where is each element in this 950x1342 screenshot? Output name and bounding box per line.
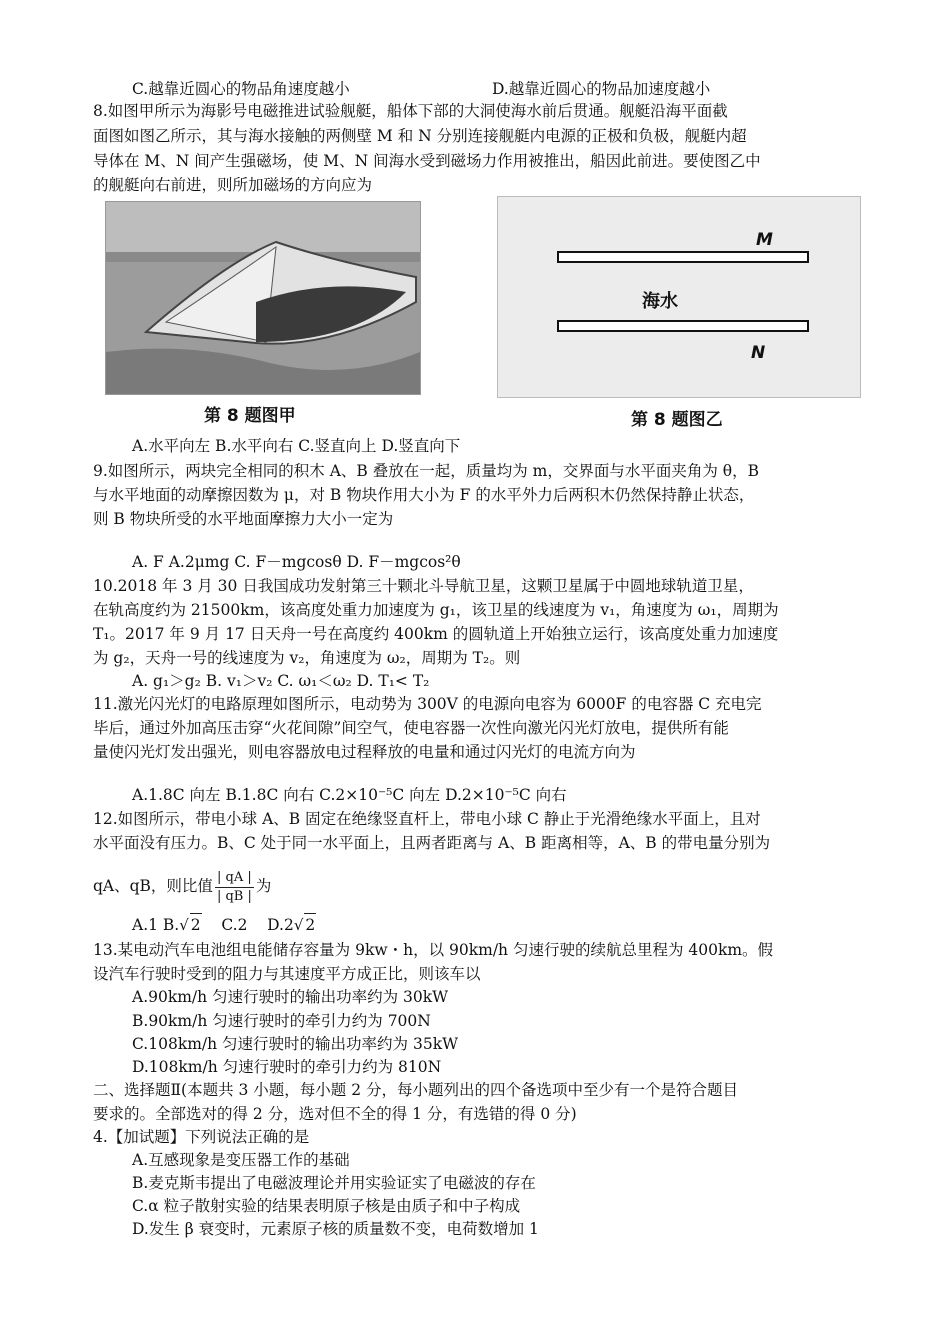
q13-option-b: B.90km/h 匀速行驶时的牵引力约为 700N [132,1012,431,1030]
q9-options: A. F A.2μmg C. F－mgcosθ D. F－mgcos²θ [132,553,461,571]
q11-line-2: 毕后，通过外加高压击穿“火花间隙”间空气，使电容器一次性向激光闪光灯放电，提供所有能 [93,719,729,737]
q12-ratio-denominator: | qB | [216,888,252,904]
q12-options [132,913,316,936]
section2-line-2: 要求的。全部选对的得 2 分，选对但不全的得 1 分，有选错的得 0 分) [93,1105,577,1123]
q10-line-2: 在轨高度约为 21500km，该高度处重力加速度为 g₁，该卫星的线速度为 v₁，角速度为 ω₁，周期为 [93,601,779,619]
q9-line-3: 则 B 物块所受的水平地面摩擦力大小一定为 [93,510,394,528]
q12-line-1: 12.如图所示，带电小球 A、B 固定在绝缘竖直杆上，带电小球 C 静止于光滑绝缘水平面上，且对 [93,810,761,828]
q12-ratio-fraction [215,869,254,906]
ship-photo-drawing [106,202,420,394]
q8-line-2: 面图如图乙所示，其与海水接触的两侧壁 M 和 N 分别连接舰艇内电源的正极和负极，舰艇内超 [93,127,747,145]
q14-option-b: B.麦克斯韦提出了电磁波理论并用实验证实了电磁波的存在 [132,1174,536,1192]
q12-option-d-radicand: 2 [304,913,316,936]
q12-ratio-suffix: 为 [255,877,272,895]
figure-a-caption: 第 8 题图甲 [204,406,296,426]
q9-line-1: 9.如图所示，两块完全相同的积木 A、B 叠放在一起，质量均为 m，交界面与水平面夹角为 θ，B [93,462,760,480]
q13-line-2: 设汽车行驶时受到的阻力与其速度平方成正比，则该车以 [93,965,481,983]
q12-option-b-radicand: 2 [190,913,202,936]
label-n: N [751,343,766,363]
q8-line-4: 的舰艇向右前进，则所加磁场的方向应为 [93,176,373,194]
q10-line-4: 为 g₂，天舟一号的线速度为 v₂，角速度为 ω₂，周期为 T₂。则 [93,649,521,667]
sqrt-icon: √ [179,916,189,934]
cross-section-diagram [497,196,861,398]
q13-option-a: A.90km/h 匀速行驶时的输出功率约为 30kW [132,988,449,1006]
q8-line-1: 8.如图甲所示为海影号电磁推进试验舰艇，船体下部的大洞使海水前后贯通。舰艇沿海平面截 [93,102,728,120]
q12-ratio-prefix: qA、qB，则比值 [93,877,213,895]
q12-ratio-numerator: | qA | [215,869,254,888]
q13-option-d: D.108km/h 匀速行驶时的牵引力约为 810N [132,1058,442,1076]
ship-photo [105,201,421,395]
figure-b-caption: 第 8 题图乙 [631,410,723,430]
cross-section-drawing [498,197,860,397]
q13-option-c: C.108km/h 匀速行驶时的输出功率约为 35kW [132,1035,459,1053]
q12-line-2: 水平面没有压力。B、C 处于同一水平面上，且两者距离与 A、B 距离相等，A、B 的带电量分别为 [93,834,771,852]
q12-ratio-line [93,856,271,916]
q7-option-c: C.越靠近圆心的物品角速度越小 [132,80,350,98]
q10-line-3: T₁。2017 年 9 月 17 日天舟一号在高度约 400km 的圆轨道上开始独立运行，该高度处重力加速度 [93,625,779,643]
label-m: M [756,230,773,250]
q13-line-1: 13.某电动汽车电池组电能储存容量为 9kw・h，以 90km/h 匀速行驶的续航总里程为 400km。假 [93,941,774,959]
q14-option-c: C.α 粒子散射实验的结果表明原子核是由质子和中子构成 [132,1197,521,1215]
q14-stem: 4.【加试题】下列说法正确的是 [93,1128,310,1146]
q11-options: A.1.8C 向左 B.1.8C 向右 C.2×10⁻⁵C 向左 D.2×10⁻⁵C 向右 [132,786,567,804]
q9-line-2: 与水平地面的动摩擦因数为 μ，对 B 物块作用大小为 F 的水平外力后两积木仍然保持静止状态， [93,486,755,504]
label-seawater: 海水 [642,291,678,312]
q8-options: A.水平向左 B.水平向右 C.竖直向上 D.竖直向下 [132,437,461,455]
sqrt-icon: √ [293,916,304,934]
q12-option-a: A.1 B. [132,916,180,934]
q11-line-1: 11.激光闪光灯的电路原理如图所示，电动势为 300V 的电源向电容为 6000F 的电容器 C 充电完 [93,695,762,713]
q10-line-1: 10.2018 年 3 月 30 日我国成功发射第三十颗北斗导航卫星，这颗卫星属于中圆地球轨道卫星， [93,577,754,595]
q14-option-d: D.发生 β 衰变时，元素原子核的质量数不变，电荷数增加 1 [132,1220,539,1238]
q14-option-a: A.互感现象是变压器工作的基础 [132,1151,350,1169]
q8-line-3: 导体在 M、N 间产生强磁场，使 M、N 间海水受到磁场力作用被推出，船因此前进。要使图乙中 [93,152,761,170]
q7-option-d: D.越靠近圆心的物品加速度越小 [492,80,711,98]
section2-line-1: 二、选择题Ⅱ(本题共 3 小题，每小题 2 分，每小题列出的四个备选项中至少有一个是符合题目 [93,1081,739,1099]
q10-options: A. g₁＞g₂ B. v₁＞v₂ C. ω₁＜ω₂ D. T₁< T₂ [132,672,430,690]
q12-option-cd: C.2 D.2 [201,916,294,934]
q11-line-3: 量使闪光灯发出强光，则电容器放电过程释放的电量和通过闪光灯的电流方向为 [93,743,636,761]
